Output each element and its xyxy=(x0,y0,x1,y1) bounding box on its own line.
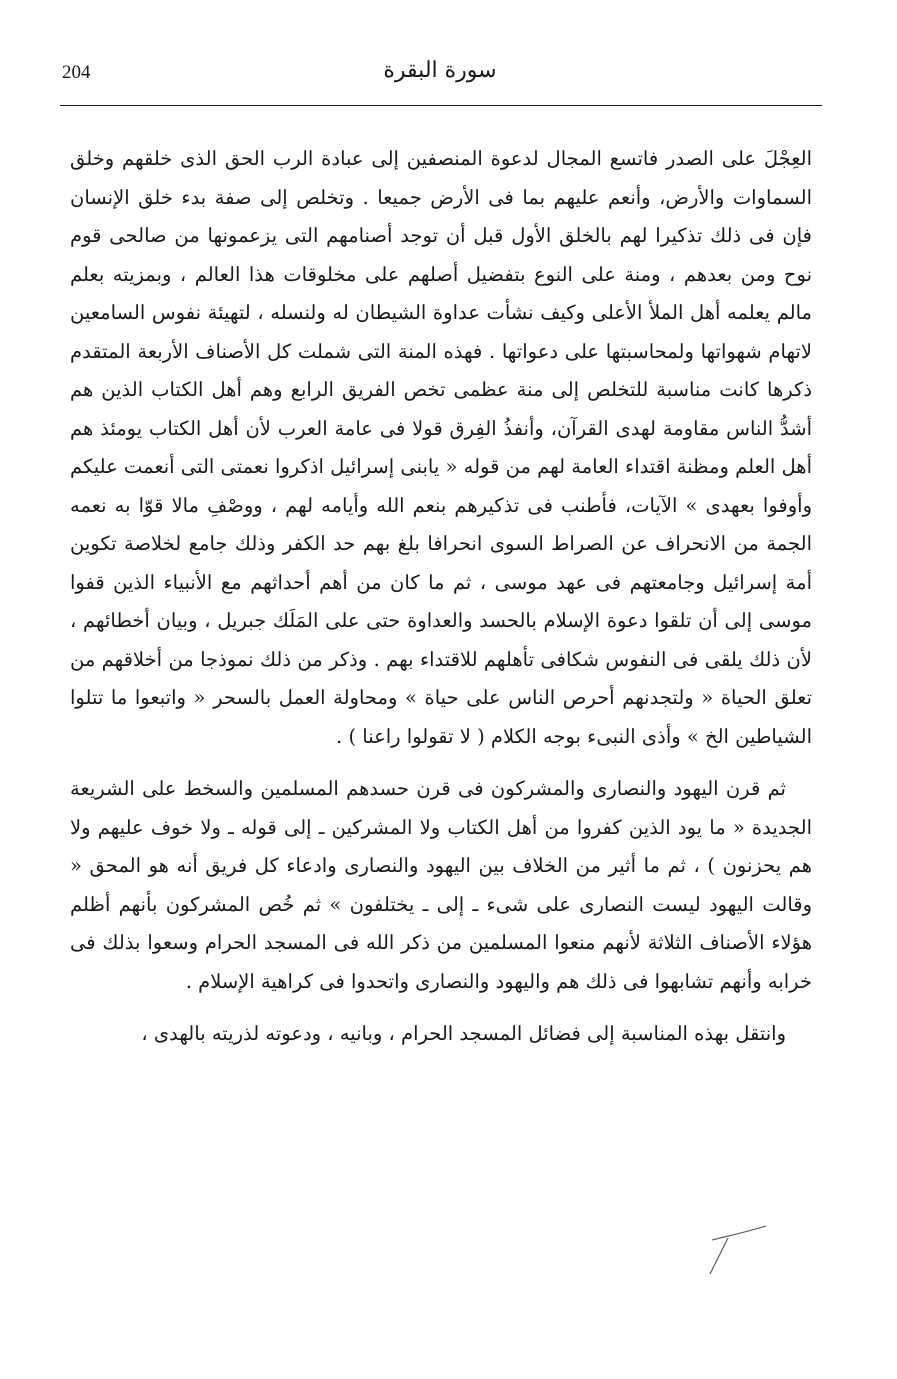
header-rule xyxy=(60,105,822,106)
running-title: سورة البقرة xyxy=(383,58,497,83)
page-body xyxy=(70,140,812,1068)
paragraph-3: وانتقل بهذه المناسبة إلى فضائل المسجد الحرام ، وبانيه ، ودعوته لذريته بالهدى ، xyxy=(141,1022,786,1045)
page-number: 204 xyxy=(62,62,91,83)
paragraph-2: ثم قرن اليهود والنصارى والمشركون فى قرن حسدهم المسلمين والسخط على الشريعة الجديدة « ما يود الذين كفروا من أهل الكتاب ولا المشركين ـ إلى قوله ـ ولا خوف عليهم ولا هم يحزنون ) ، ثم ما أثير من الخلاف بين اليهود والنصارى وادعاء كل فريق أنه هو المحق « وقالت اليهود ليست النصارى على شىء ـ إلى ـ يختلفون » ثم خُص المشركون بأنهم أظلم هؤلاء الأصناف الثلاثة لأنهم منعوا المسلمين من ذكر الله فى المسجد الحرام وسعوا بذلك فى خرابه وأنهم تشابهوا فى ذلك هم واليهود والنصارى واتحدوا فى كراهية الإسلام . xyxy=(70,777,812,993)
pencil-stroke-mark xyxy=(706,1222,768,1278)
paragraph-1: العِجْلَ على الصدر فاتسع المجال لدعوة المنصفين إلى عبادة الرب الحق الذى خلقهم وخلق السماوات والأرض، وأنعم عليهم بما فى الأرض جميعا . وتخلص إلى صفة بدء خلق الإنسان فإن فى ذلك تذكيرا لهم بالخلق الأول قبل أن توجد أصنامهم التى يزعمونها من صالحى قوم نوح ومن بعدهم ، ومنة على النوع بتفضيل أصلهم على مخلوقات هذا العالم ، وبمزيته بعلم مالم يعلمه أهل الملأ الأعلى وكيف نشأت عداوة الشيطان له ولنسله ، لتهيئة نفوس السامعين لاتهام شهواتها ولمحاسبتها على دعواتها . فهذه المنة التى شملت كل الأصناف الأربعة المتقدم ذكرها كانت مناسبة للتخلص إلى منة عظمى تخص الفريق الرابع وهم أهل الكتاب الذين هم أشدُّ الناس مقاومة لهدى القرآن، وأنفذُ الفِرق قولا فى عامة العرب لأن أهل الكتاب يومئذ هم أهل العلم ومظنة اقتداء العامة لهم من قوله « يابنى إسرائيل اذكروا نعمتى التى أنعمت عليكم وأوفوا بعهدى » الآيات، فأطنب فى تذكيرهم بنعم الله وأيامه لهم ، ووصْفِ مالا قوّا به نعمه الجمة من الانحراف عن الصراط السوى انحرافا بلغ بهم حد الكفر وذلك جامع لخلاصة تكوين أمة إسرائيل وجامعتهم فى عهد موسى ، ثم ما كان من أهم أحداثهم مع الأنبياء الذين قفوا موسى إلى أن تلقوا دعوة الإسلام بالحسد والعداوة حتى على المَلَك جبريل ، وبيان أخطائهم ، لأن ذلك يلقى فى النفوس شكافى تأهلهم للاقتداء بهم . وذكر من ذلك نموذجا من أخلاقهم من تعلق الحياة « ولتجدنهم أحرص الناس على حياة » ومحاولة العمل بالسحر « واتبعوا ما تتلوا الشياطين الخ » وأذى النبىء بوجه الكلام ( لا تقولوا راعنا ) . xyxy=(70,147,812,748)
page-header xyxy=(62,58,818,106)
